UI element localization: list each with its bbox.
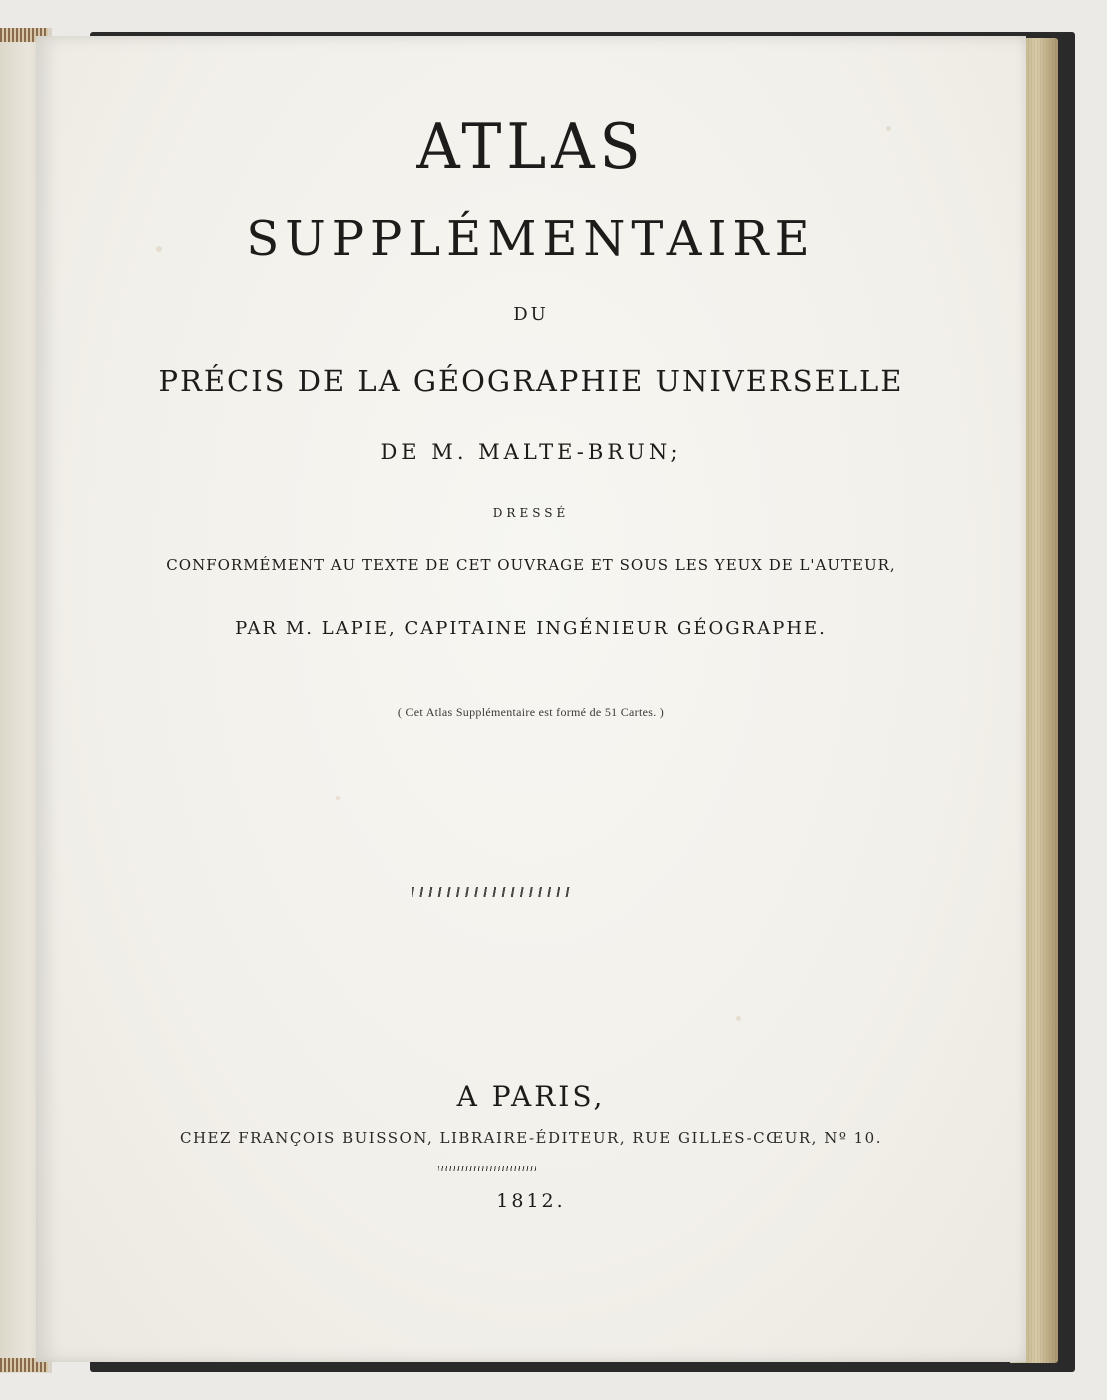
imprint-year: 1812. (496, 1190, 566, 1212)
title: ATLAS (416, 110, 646, 184)
connector-du: DU (513, 304, 549, 325)
map-count-note: ( Cet Atlas Supplémentaire est formé de 51 Cartes. ) (397, 705, 665, 719)
foxing-spot (736, 1016, 741, 1021)
cartographer-line: PAR M. LAPIE, CAPITAINE INGÉNIEUR GÉOGRAPHE. (235, 618, 827, 639)
imprint-publisher: CHEZ FRANÇOIS BUISSON, LIBRAIRE-ÉDITEUR, RUE GILLES-CŒUR, Nº 10. (180, 1129, 882, 1147)
imprint-place: A PARIS, (456, 1080, 606, 1113)
title-page (36, 36, 1026, 1362)
author-line: DE M. MALTE-BRUN; (380, 440, 682, 464)
foxing-spot (336, 796, 340, 800)
ornamental-rule (412, 887, 572, 897)
work-title: PRÉCIS DE LA GÉOGRAPHIE UNIVERSELLE (158, 364, 904, 398)
dresse-line: DRESSÉ (492, 506, 570, 520)
imprint-rule (438, 1166, 536, 1171)
conformement-line: CONFORMÉMENT AU TEXTE DE CET OUVRAGE ET SOUS LES YEUX DE L'AUTEUR, (166, 556, 896, 574)
subtitle: SUPPLÉMENTAIRE (246, 211, 816, 267)
